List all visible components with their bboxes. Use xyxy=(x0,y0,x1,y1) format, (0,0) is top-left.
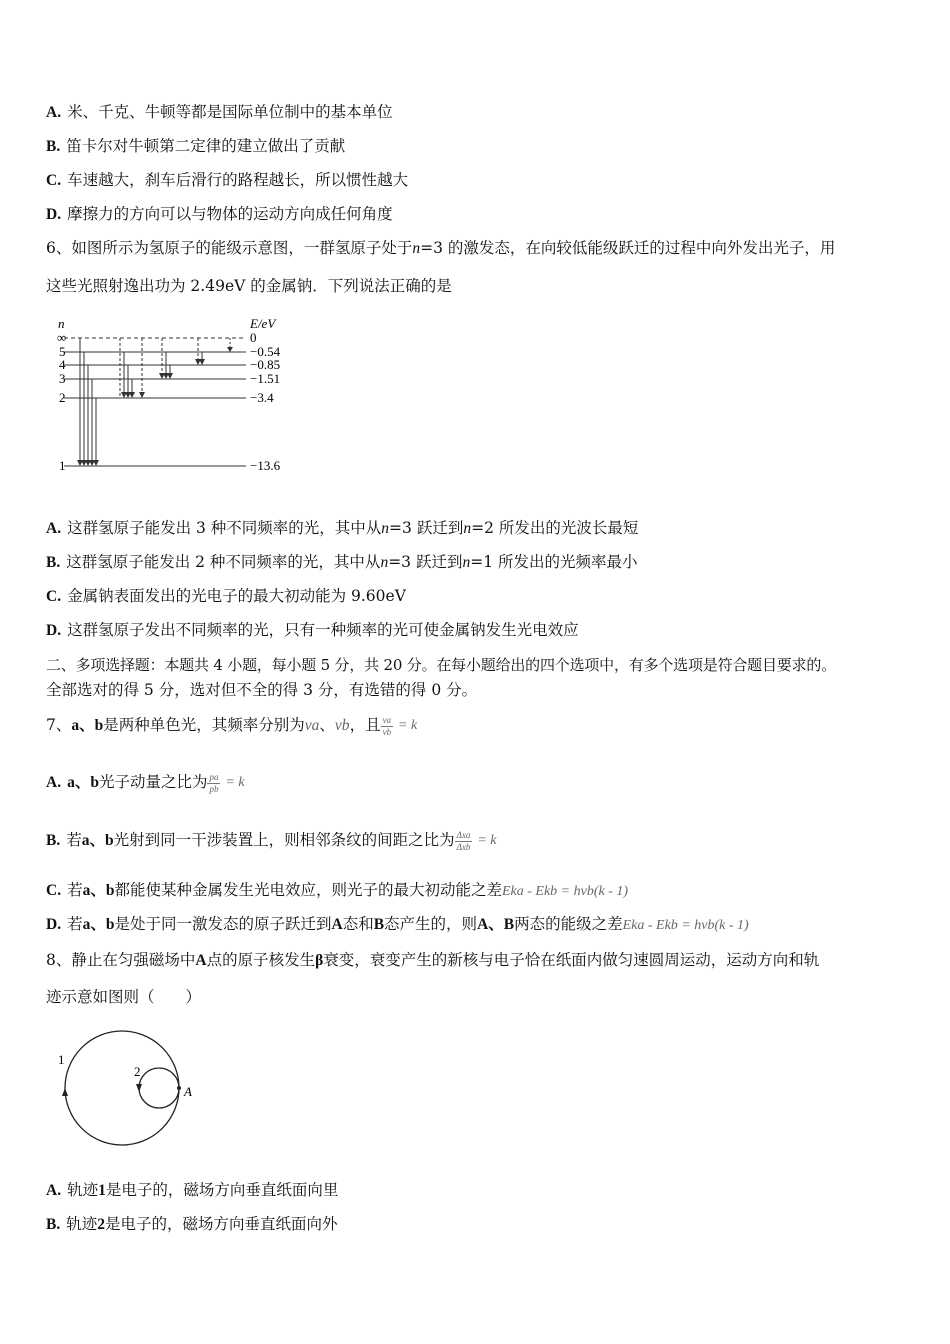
e-axis-label: E/eV xyxy=(250,316,276,331)
section2-instructions-line1: 二、多项选择题：本题共 4 小题，每小题 5 分，共 20 分。在每小题给出的四个选项中，有多个选项是符合题目要求的。 xyxy=(46,656,836,674)
level-n-inf: ∞ xyxy=(57,330,67,345)
q7-option-a: A. a、b光子动量之比为 $\frac{pa}{pb}$ = k xyxy=(46,771,245,794)
level-n-5: 5 xyxy=(59,344,66,359)
level-n-2: 2 xyxy=(59,390,66,405)
q6-option-c: C. 金属钠表面发出的光电子的最大初动能为 9.60eV xyxy=(46,587,406,605)
level-n-4: 4 xyxy=(59,357,66,372)
q5-option-b: B. 笛卡尔对牛顿第二定律的建立做出了贡献 xyxy=(46,137,346,155)
point-a-marker xyxy=(177,1086,181,1090)
q7-stem: 7、a、b是两种单色光，其频率分别为νa、νb，且 $\frac{\nu a}{\nu b}$ = k xyxy=(46,714,418,737)
level-n-3: 3 xyxy=(59,371,66,386)
orbit-1-circle xyxy=(65,1031,179,1145)
q7-option-b: B. 若a、b光射到同一干涉装置上，则相邻条纹的间距之比为 $\frac{\text{Δxa}}{\text{Δxb}}$ = k xyxy=(46,829,497,852)
q8-option-b: B. 轨迹2是电子的，磁场方向垂直纸面向外 xyxy=(46,1215,338,1233)
q6-option-a: A. 这群氢原子能发出 3 种不同频率的光，其中从n=3 跃迁到n=2 所发出的光波长最短 xyxy=(46,519,639,537)
level-e-5: −0.54 xyxy=(250,344,281,359)
orbit-2-circle xyxy=(139,1068,179,1108)
q7-frequency-ratio: $\frac{\nu a}{\nu b}$ xyxy=(382,714,392,737)
level-n-1: 1 xyxy=(59,458,66,473)
level-e-inf: 0 xyxy=(250,330,257,345)
transitions-to-n2 xyxy=(120,338,142,396)
orbit-2-direction-arrow xyxy=(136,1084,142,1092)
level-e-1: −13.6 xyxy=(250,458,281,473)
point-a-label: A xyxy=(184,1084,192,1099)
q7-option-c: C. 若a、b都能使某种金属发生光电效应，则光子的最大初动能之差Eka - Ekb = hνb(k - 1) xyxy=(46,881,629,899)
level-e-2: −3.4 xyxy=(250,390,274,405)
q8-stem-line1: 8、静止在匀强磁场中A点的原子核发生β衰变，衰变产生的新核与电子恰在纸面内做匀速圆周运动，运动方向和轨 xyxy=(46,951,820,969)
orbit-2-label: 2 xyxy=(134,1064,141,1079)
decay-orbit-diagram xyxy=(54,1024,204,1154)
transitions-to-n3 xyxy=(162,338,170,377)
q6-option-d: D. 这群氢原子发出不同频率的光，只有一种频率的光可使金属钠发生光电效应 xyxy=(46,621,579,639)
q5-option-a: A. 米、千克、牛顿等都是国际单位制中的基本单位 xyxy=(46,103,393,121)
q8-stem-line2: 迹示意如图则（ ） xyxy=(46,988,202,1006)
q6-option-b: B. 这群氢原子能发出 2 种不同频率的光，其中从n=3 跃迁到n=1 所发出的光频率最小 xyxy=(46,553,638,571)
q6-stem-line1: 6、如图所示为氢原子的能级示意图，一群氢原子处于n=3 的激发态，在向较低能级跃迁的过程中向外发出光子，用 xyxy=(46,239,836,257)
section2-instructions-line2: 全部选对的得 5 分，选对但不全的得 3 分，有选错的得 0 分。 xyxy=(46,681,478,699)
level-e-3: −1.51 xyxy=(250,371,281,386)
q5-option-d: D. 摩擦力的方向可以与物体的运动方向成任何角度 xyxy=(46,205,393,223)
q5-option-c: C. 车速越大，刹车后滑行的路程越长，所以惯性越大 xyxy=(46,171,409,189)
transitions-to-ground xyxy=(80,338,96,464)
q8-option-a: A. 轨迹1是电子的，磁场方向垂直纸面向里 xyxy=(46,1181,339,1199)
q6-stem-line2: 这些光照射逸出功为 2.49eV 的金属钠．下列说法正确的是 xyxy=(46,277,452,295)
orbit-1-direction-arrow xyxy=(62,1088,68,1096)
energy-level-diagram xyxy=(54,314,304,480)
orbit-1-label: 1 xyxy=(58,1052,65,1067)
level-e-4: −0.85 xyxy=(250,357,281,372)
n-axis-label: n xyxy=(58,316,65,331)
q7-option-d: D. 若a、b是处于同一激发态的原子跃迁到A态和B态产生的，则A、B两态的能级之差Eka - Ekb = hνb(k - 1) xyxy=(46,915,749,933)
